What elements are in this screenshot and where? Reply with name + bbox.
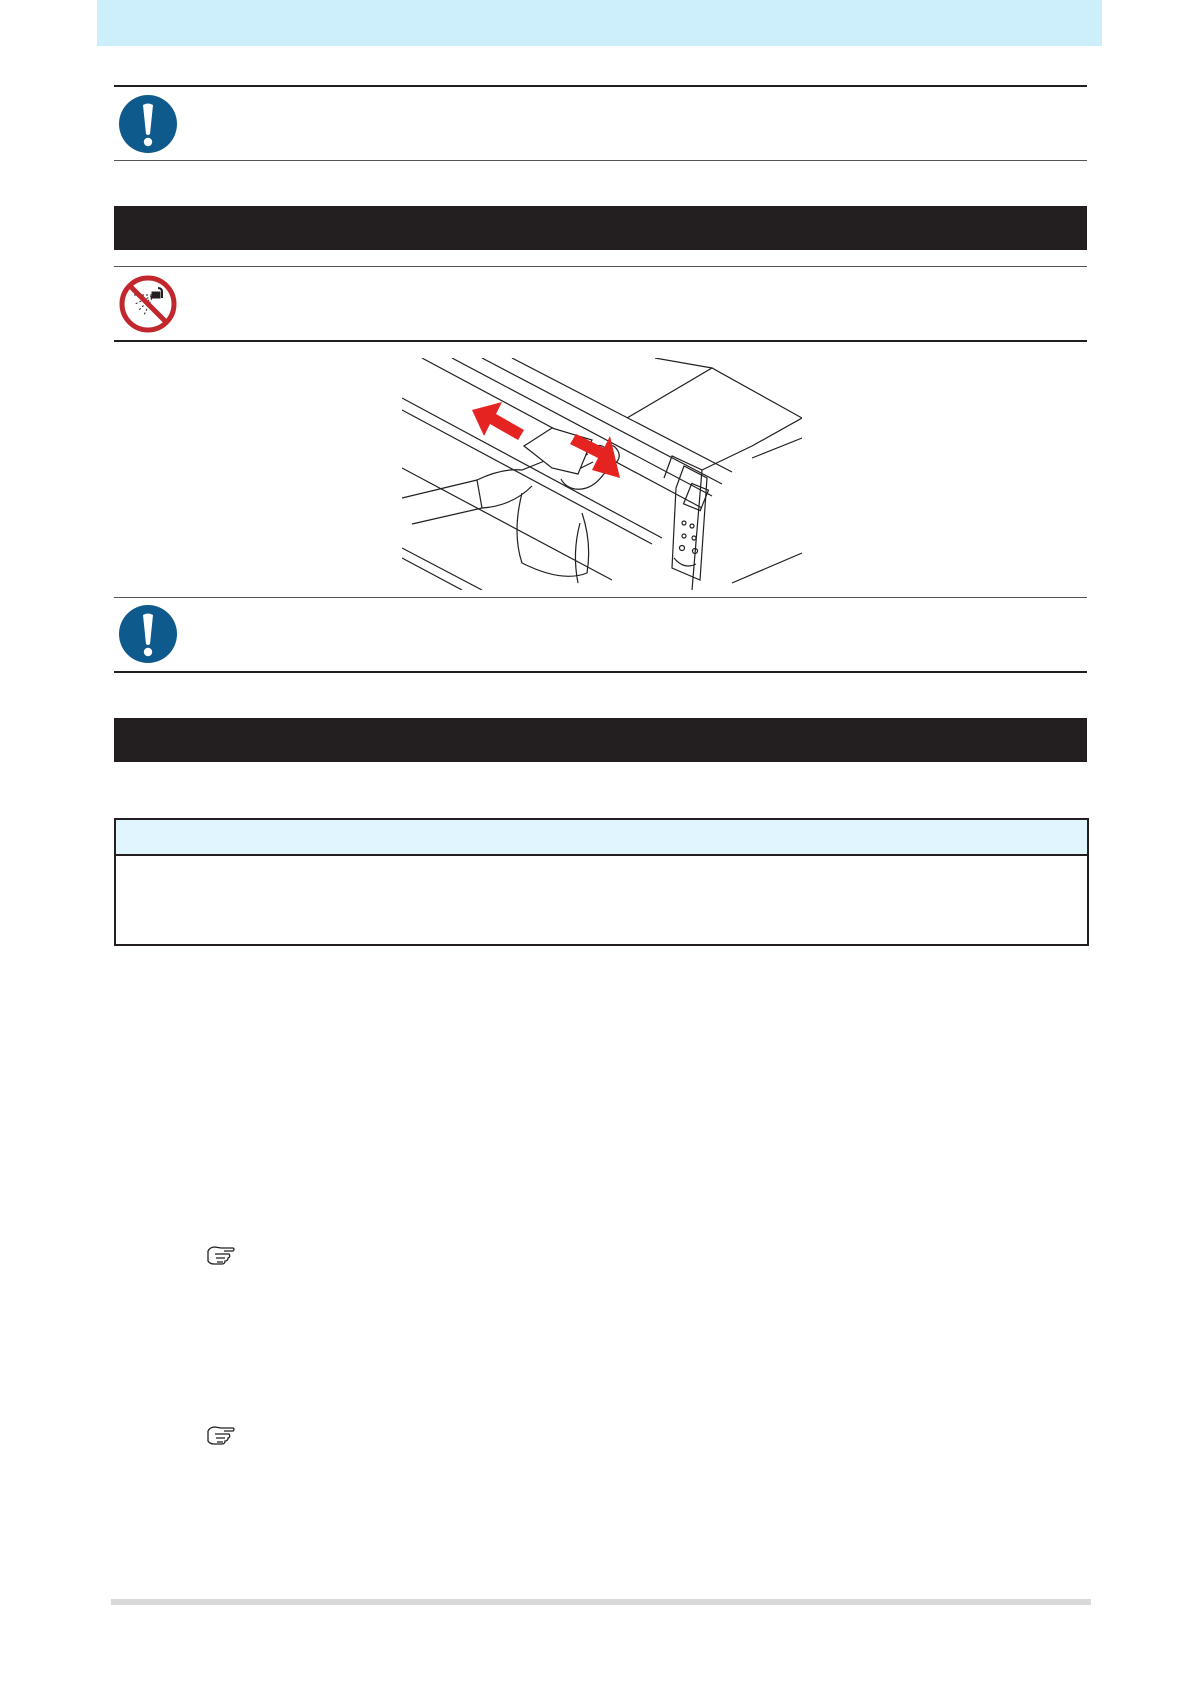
- pointing-hand-reference-icon[interactable]: [205, 1423, 237, 1447]
- important-exclamation-icon: [118, 604, 178, 664]
- pointing-hand-reference-icon[interactable]: [205, 1243, 237, 1267]
- info-table-header: [116, 820, 1087, 856]
- page-header-band: [97, 0, 1102, 46]
- section-heading: [114, 727, 130, 752]
- no-spray-prohibition-icon: [118, 274, 178, 334]
- info-table-body: [116, 856, 1087, 872]
- notice-bottom-rule: [114, 340, 1087, 342]
- notice-bottom-rule: [114, 160, 1087, 161]
- section-heading-bar: [114, 718, 1087, 762]
- notice-bottom-rule: [114, 671, 1087, 673]
- notice-top-rule: [114, 597, 1087, 598]
- section-heading-bar: [114, 206, 1087, 250]
- footer-rule: [111, 1599, 1091, 1605]
- platen-wiping-illustration: [402, 358, 802, 590]
- info-table: [114, 818, 1089, 946]
- important-exclamation-icon: [118, 94, 178, 154]
- section-heading: [114, 215, 130, 240]
- notice-top-rule: [114, 266, 1087, 267]
- notice-top-rule: [114, 85, 1087, 87]
